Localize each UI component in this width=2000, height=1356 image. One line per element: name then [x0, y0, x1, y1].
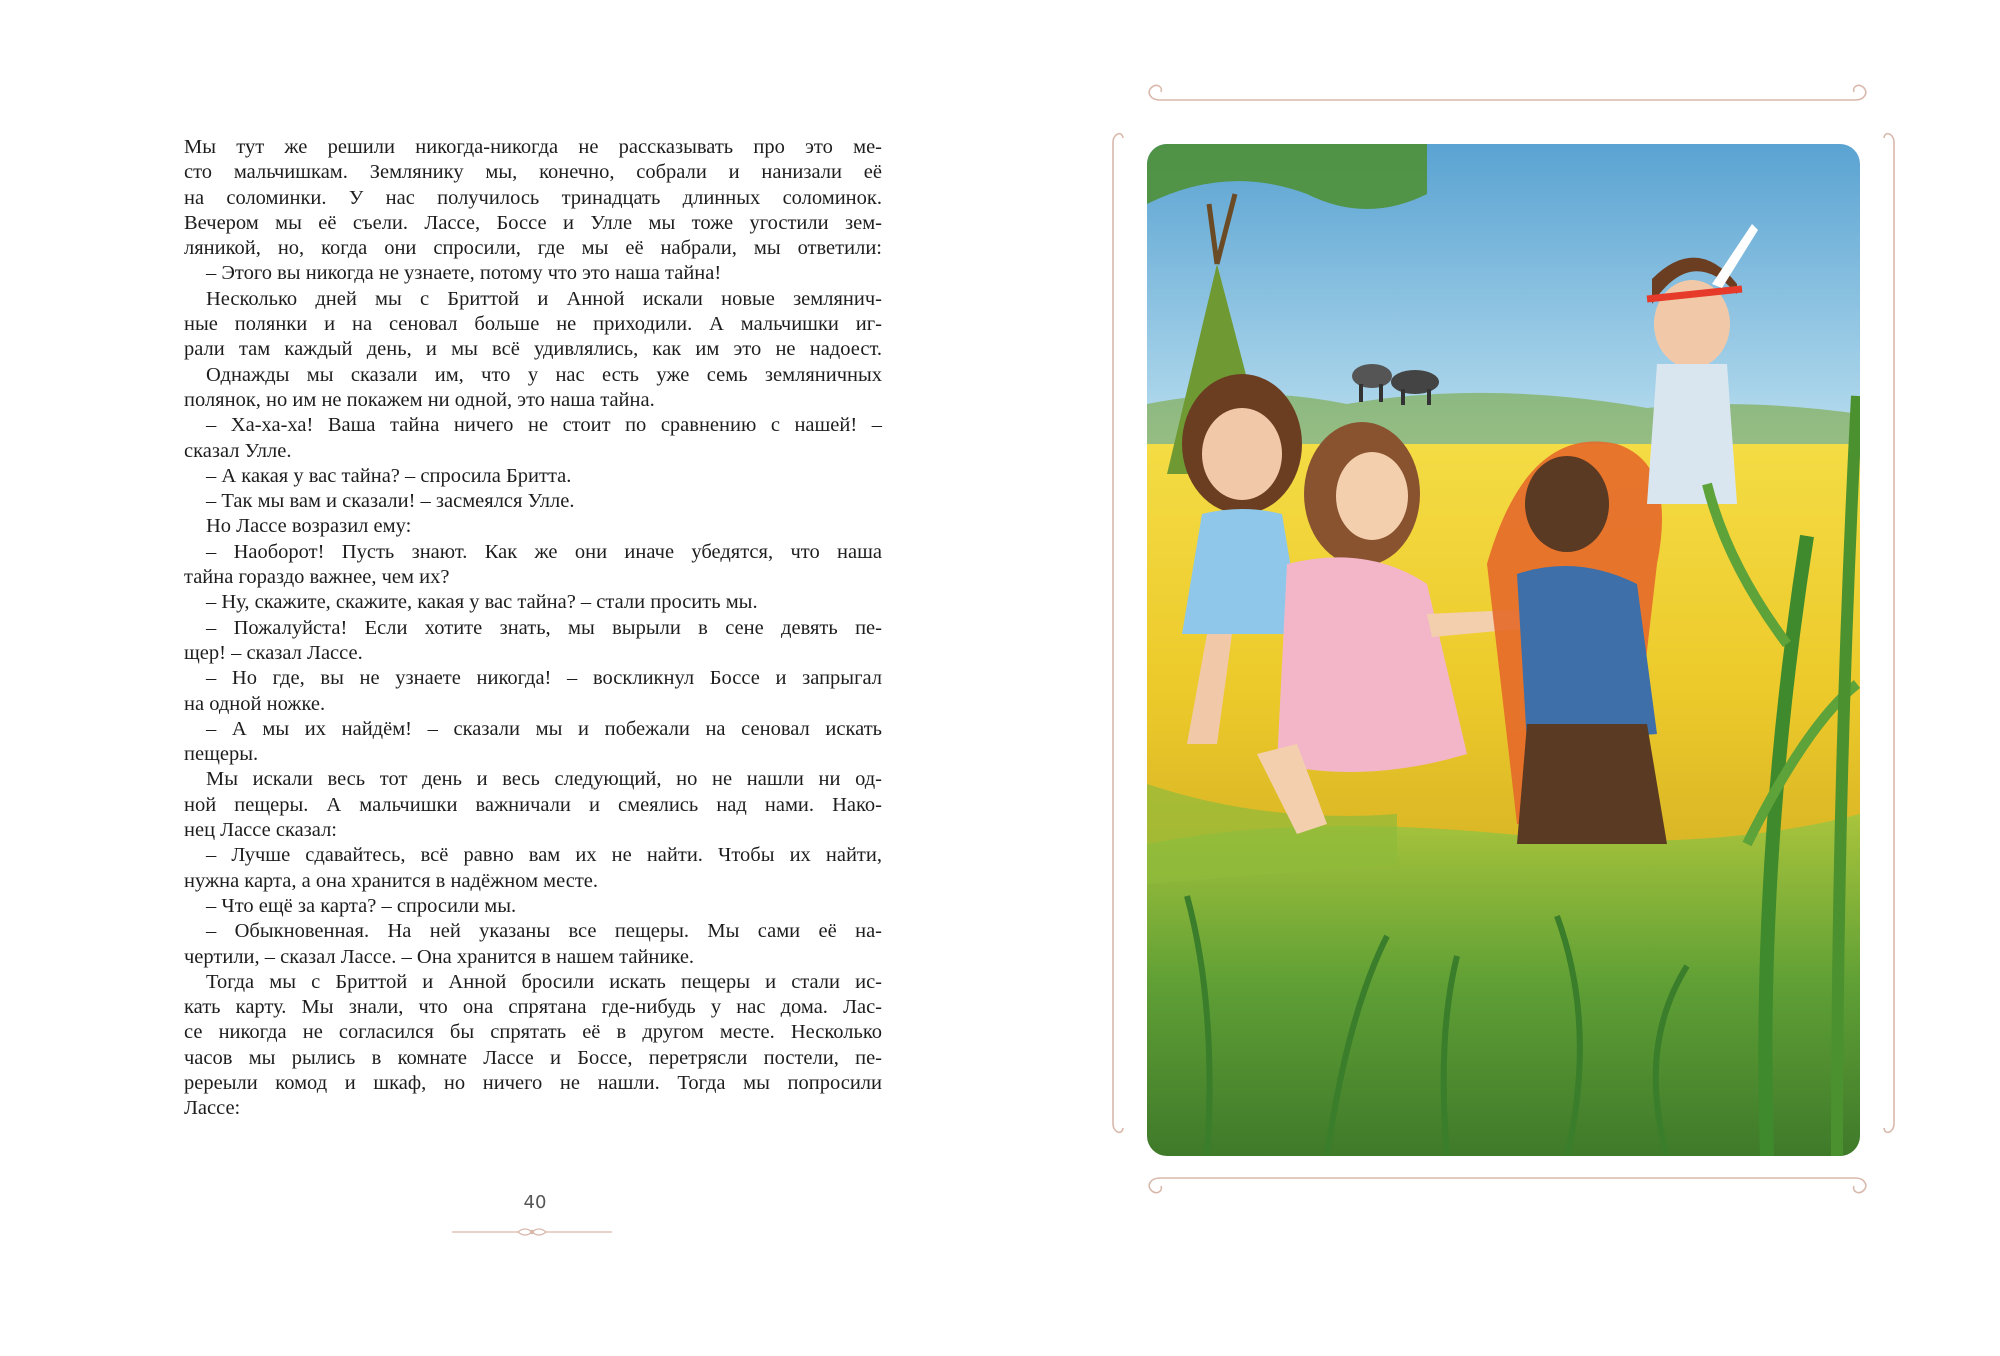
text-line: Вечером мы её съели. Лассе, Боссе и Улле мы тоже угостили зем- — [184, 211, 882, 234]
text-line: – Этого вы никогда не узнаете, потому что это наша тайна! — [206, 262, 722, 285]
text-line: пещеры. — [184, 743, 259, 766]
text-line: се никогда не согласился бы спрятать её в другом месте. Несколько — [184, 1021, 882, 1044]
body-text — [184, 135, 882, 1122]
text-line: ные полянки и на сеновал больше не приходили. А мальчишки иг- — [184, 313, 882, 336]
text-line: кать карту. Мы знали, что она спрятана где-нибудь у нас дома. Лас- — [184, 996, 882, 1019]
text-line: – Ну, скажите, скажите, какая у вас тайна? – стали просить мы. — [206, 591, 758, 614]
text-line: на одной ножке. — [184, 692, 326, 715]
text-line: – Что ещё за карта? – спросили мы. — [206, 894, 517, 917]
frame-ornament-right — [1882, 128, 1906, 1138]
text-line: – Так мы вам и сказали! – засмеялся Улле. — [206, 490, 575, 513]
text-line: ререыли комод и шкаф, но ничего не нашли. Тогда мы попросили — [184, 1071, 882, 1094]
text-line: – Пожалуйста! Если хотите знать, мы вырыли в сене девять пе- — [206, 616, 882, 639]
text-line: – Наоборот! Пусть знают. Как же они иначе убедятся, что наша — [206, 540, 882, 563]
text-line: рали там каждый день, и мы всё удивлялись, как им это не надоест. — [184, 338, 882, 361]
text-line: Однажды мы сказали им, что у нас есть уже семь земляничных — [206, 363, 882, 386]
text-line: Тогда мы с Бриттой и Анной бросили искать пещеры и стали ис- — [206, 970, 882, 993]
footer-ornament — [452, 1221, 612, 1243]
text-line: тайна гораздо важнее, чем их? — [184, 566, 450, 589]
text-line: – Ха-ха-ха! Ваша тайна ничего не стоит по сравнению с нашей! – — [206, 414, 882, 437]
text-line: – Обыкновенная. На ней указаны все пещеры. Мы сами её на- — [206, 920, 882, 943]
text-line: – А мы их найдём! – сказали мы и побежали на сеновал искать — [206, 717, 882, 740]
text-line: Мы искали весь тот день и весь следующий, но не нашли ни од- — [206, 768, 882, 791]
text-line: щер! – сказал Лассе. — [184, 641, 363, 664]
text-line: ляникой, но, когда они спросили, где мы её набрали, мы ответили: — [184, 237, 882, 260]
text-line: часов мы рылись в комнате Лассе и Боссе, перетрясли постели, пе- — [184, 1046, 882, 1069]
text-line: сказал Улле. — [184, 439, 292, 462]
text-line: нец Лассе сказал: — [184, 819, 337, 842]
frame-ornament-left — [1101, 128, 1125, 1138]
text-line: – Но где, вы не узнаете никогда! – воскликнул Боссе и запрыгал — [206, 667, 882, 690]
text-line: нужна карта, а она хранится в надёжном месте. — [184, 869, 599, 892]
frame-ornament-bottom — [1140, 1158, 1875, 1198]
text-line: Лассе: — [184, 1097, 241, 1120]
text-line: ной пещеры. А мальчишки важничали и смеялись над нами. Нако- — [184, 793, 882, 816]
text-line: полянок, но им не покажем ни одной, это наша тайна. — [184, 388, 655, 411]
page-number: 40 — [523, 1192, 547, 1213]
text-line: Несколько дней мы с Бриттой и Анной искали новые землянич- — [206, 287, 882, 310]
text-line: Мы тут же решили никогда-никогда не рассказывать про это ме- — [184, 136, 882, 158]
text-line: сто мальчишкам. Землянику мы, конечно, собрали и нанизали её — [184, 161, 882, 184]
text-line: чертили, – сказал Лассе. – Она хранится в нашем тайнике. — [184, 945, 695, 968]
frame-ornament-top — [1140, 80, 1875, 120]
text-line: на соломинки. У нас получилось тринадцать длинных соломинок. — [184, 186, 882, 209]
text-line: Но Лассе возразил ему: — [206, 515, 412, 538]
text-line: – Лучше сдавайтесь, всё равно вам их не найти. Чтобы их найти, — [206, 844, 882, 867]
illustration-children-in-meadow — [1147, 144, 1860, 1156]
boy-headdress — [1487, 442, 1667, 845]
right-page — [1000, 0, 2000, 1356]
text-line: – А какая у вас тайна? – спросила Бритта. — [206, 464, 572, 487]
